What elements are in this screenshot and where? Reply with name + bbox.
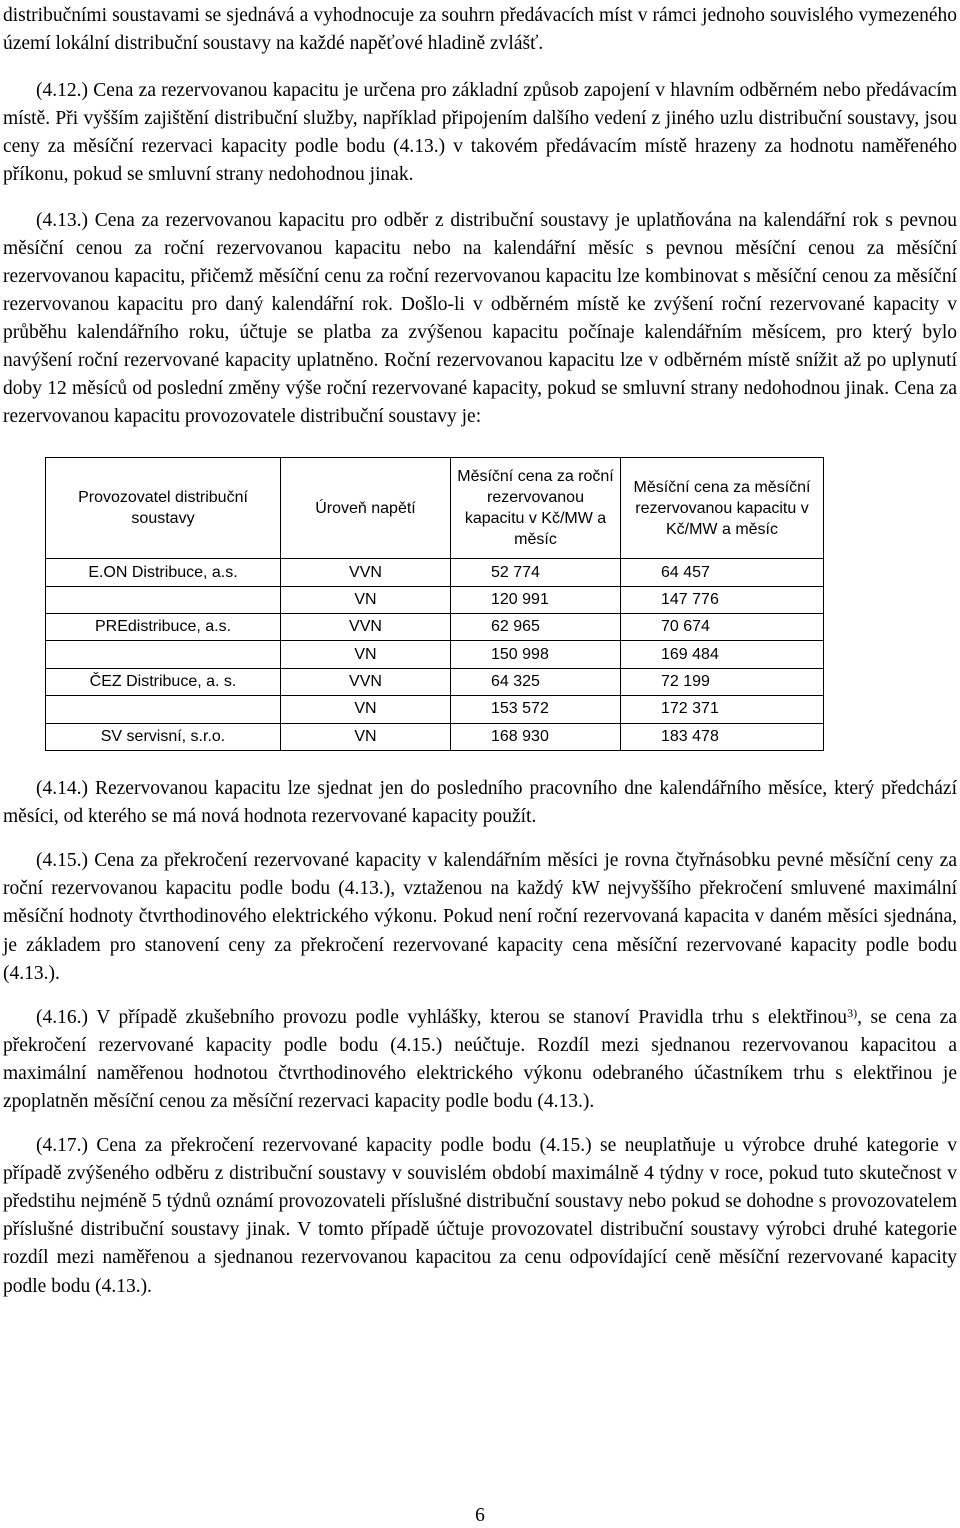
voltage-level-cell: VVN (281, 559, 451, 586)
voltage-level-cell: VVN (281, 614, 451, 641)
table-row (46, 614, 824, 641)
footnote-reference: 3) (847, 1005, 858, 1020)
operator-cell (46, 641, 281, 668)
paragraph-4-13: (4.13.) Cena za rezervovanou kapacitu pro odběr z distribuční soustavy je uplatňována na kalendářní rok s pevnou měsíční cenou za roční rezervovanou kapacitu nebo na kalendářní měsíc s pevnou měsíční cenou za měsíční rezervovanou kapacitu, přičemž měsíční cenu za roční rezervovanou kapacitu lze kombinovat s měsíční cenou za měsíční rezervovanou kapacitu pro daný kalendářní rok. Došlo-li v odběrném místě ke zvýšení roční rezervované kapacity v průběhu kalendářního roku, účtuje se platba za zvýšenou kapacitu počínaje kalendářním měsícem, pro který bylo navýšení roční rezervované kapacity uplatněno. Roční rezervovanou kapacitu lze v odběrném místě snížit až po uplynutí doby 12 měsíců od poslední změny výše roční rezervované kapacity, pokud se smluvní strany nedohodnou jinak. Cena za rezervovanou kapacitu provozovatele distribuční soustavy je: (3, 209, 957, 428)
table-header-row (46, 458, 824, 559)
operator-cell (46, 696, 281, 723)
paragraph-4-12: (4.12.) Cena za rezervovanou kapacitu je určena pro základní způsob zapojení v hlavním odběrném nebo předávacím místě. Při vyšším zajištění distribuční služby, například připojením dalšího vedení z jiného uzlu distribuční soustavy, jsou ceny za měsíční rezervaci kapacity podle bodu (4.13.) v takovém předávacím místě hrazeny za hodnotu naměřeného příkonu, pokud se smluvní strany nedohodnou jinak. (3, 80, 957, 186)
voltage-level-cell: VN (281, 696, 451, 723)
paragraph-4-15: (4.15.) Cena za překročení rezervované kapacity v kalendářním měsíci je rovna čtyřnásobku pevné měsíční ceny za roční rezervovanou kapacitu podle bodu (4.13.), vztaženou na každý kW nejvyššího překročení smluvené maximální měsíční hodnoty čtvrthodinového elektrického výkonu. Pokud není roční rezervovaná kapacita v daném měsíci sjednána, je základem pro stanovení ceny za překročení rezervované kapacity cena měsíční rezervované kapacity podle bodu (4.13.). (3, 850, 957, 984)
table-row (46, 641, 824, 668)
monthly-price-cell: 70 674 (621, 614, 824, 641)
paragraph-4-16-part-b: , se cena za překročení rezervované kapacity podle bodu (4.15.) neúčtuje. Rozdíl mezi sjednanou rezervovanou kapacitou a maximální naměřenou hodnotou čtvrthodinového elektrického výkonu odebraného účastníkem trhu s elektřinou je zpoplatněn měsíční cenou za měsíční rezervaci kapacity podle bodu (4.13.). (3, 1006, 957, 1112)
monthly-price-cell: 183 478 (621, 723, 824, 750)
voltage-level-cell: VN (281, 723, 451, 750)
header-annual-capacity-price: Měsíční cena za roční rezervovanou kapacitu v Kč/MW a měsíc (451, 458, 621, 559)
annual-price-cell: 120 991 (451, 586, 621, 613)
table-row (46, 586, 824, 613)
capacity-price-table (45, 457, 824, 751)
annual-price-cell: 52 774 (451, 559, 621, 586)
monthly-price-cell: 169 484 (621, 641, 824, 668)
annual-price-cell: 150 998 (451, 641, 621, 668)
table-row (46, 559, 824, 586)
table-row (46, 668, 824, 695)
operator-cell: E.ON Distribuce, a.s. (46, 559, 281, 586)
operator-cell: ČEZ Distribuce, a. s. (46, 668, 281, 695)
annual-price-cell: 64 325 (451, 668, 621, 695)
monthly-price-cell: 147 776 (621, 586, 824, 613)
paragraph-4-14: (4.14.) Rezervovanou kapacitu lze sjednat jen do posledního pracovního dne kalendářního měsíce, který předchází měsíci, od kterého se má nová hodnota rezervované kapacity použít. (3, 778, 957, 828)
page-number: 6 (475, 1505, 485, 1526)
voltage-level-cell: VVN (281, 668, 451, 695)
annual-price-cell: 62 965 (451, 614, 621, 641)
monthly-price-cell: 172 371 (621, 696, 824, 723)
monthly-price-cell: 72 199 (621, 668, 824, 695)
annual-price-cell: 153 572 (451, 696, 621, 723)
annual-price-cell: 168 930 (451, 723, 621, 750)
voltage-level-cell: VN (281, 586, 451, 613)
voltage-level-cell: VN (281, 641, 451, 668)
header-monthly-capacity-price: Měsíční cena za měsíční rezervovanou kapacitu v Kč/MW a měsíc (621, 458, 824, 559)
header-voltage-level: Úroveň napětí (281, 458, 451, 559)
paragraph-4-17: (4.17.) Cena za překročení rezervované kapacity podle bodu (4.15.) se neuplatňuje u výrobce druhé kategorie v případě zvýšeného odběru z distribuční soustavy v souvislém období maximálně 4 týdny v roce, pokud tuto skutečnost v předstihu nejméně 5 týdnů oznámí provozovateli příslušné distribuční soustavy nebo pokud se dohodne s provozovatelem příslušné distribuční soustavy jinak. V tomto případě účtuje provozovatel distribuční soustavy výrobci druhé kategorie rozdíl mezi naměřenou a sjednanou rezervovanou kapacitou za cenu odpovídající ceně měsíční rezervované kapacity podle bodu (4.13.). (3, 1135, 957, 1297)
paragraph-4-16-part-a: (4.16.) V případě zkušebního provozu podle vyhlášky, kterou se stanoví Pravidla trhu s elektřinou (36, 1006, 848, 1028)
operator-cell: SV servisní, s.r.o. (46, 723, 281, 750)
monthly-price-cell: 64 457 (621, 559, 824, 586)
table-row (46, 696, 824, 723)
paragraph-4-16 (3, 1004, 957, 1116)
paragraph-intro: distribučními soustavami se sjednává a vyhodnocuje za souhrn předávacích míst v rámci jednoho souvislého vymezeného území lokální distribuční soustavy na každé napěťové hladině zvlášť. (3, 5, 957, 55)
header-operator: Provozovatel distribuční soustavy (46, 458, 281, 559)
table-row (46, 723, 824, 750)
operator-cell (46, 586, 281, 613)
document-page (3, 0, 957, 1528)
operator-cell: PREdistribuce, a.s. (46, 614, 281, 641)
